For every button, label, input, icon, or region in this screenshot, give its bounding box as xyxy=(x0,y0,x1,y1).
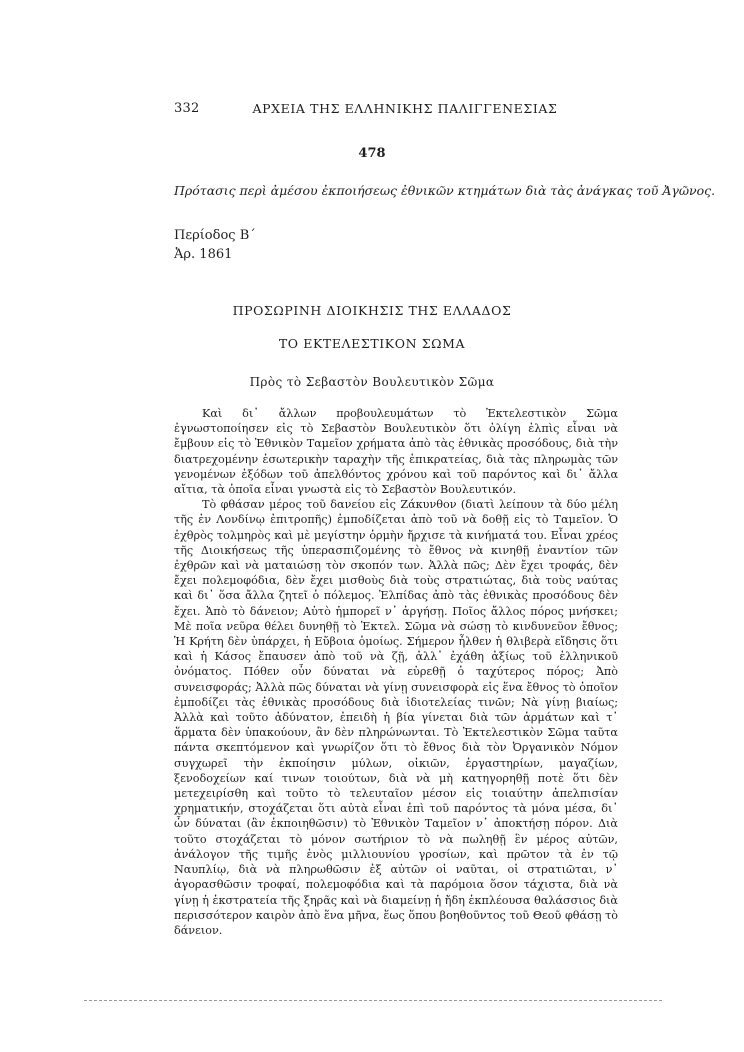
paragraph: Καὶ δι᾿ ἄλλων προβουλευμάτων τὸ Ἐκτελεστικὸν Σῶμα ἐγνωστοποίησεν εἰς τὸ Σεβαστὸν Βουλευτικὸν ὅτι ὀλίγη ἐλπὶς εἶναι νὰ ἔμβουν εἰς τὸ Ἐθνικὸν Ταμεῖον χρήματα ἀπὸ τὰς ἐθνικὰς προσόδους, διὰ τὴν διατρεχομένην ἐσωτερικὴν ταραχὴν τῆς ἐπικρατείας, διὰ τὰς πληρωμὰς τῶν γενομένων ἐξόδων τοῦ ἀπελθόντος χρόνου καὶ τοῦ παρόντος καὶ δι᾿ ἄλλα αἴτια, τὰ ὁποῖα εἶναι γνωστὰ εἰς τὸ Σεβαστὸν Βουλευτικόν. xyxy=(174,407,618,497)
paragraph: Τὸ φθάσαν μέρος τοῦ δανείου εἰς Ζάκυνθον (διατὶ λείπουν τὰ δύο μέλη τῆς ἐν Λονδίνῳ ἐπιτροπῆς) ἐμποδίζεται ἀπὸ τοῦ νὰ δοθῇ εἰς τὸ Ταμεῖον. Ὁ ἐχθρὸς τολμηρὸς καὶ μὲ μεγίστην ὁρμὴν ἤρχισε τὰ κινήματά του. Εἶναι χρέος τῆς Διοικήσεως τῆς ὑπερασπιζομένης τὸ ἔθνος νὰ κινηθῇ ἐναντίον τῶν ἐχθρῶν καὶ νὰ ματαιώσῃ τὸν σκοπόν των. Ἀλλὰ πῶς; Δὲν ἔχει τροφάς, δὲν ἔχει πολεμοφόδια, δὲν ἔχει μισθοὺς διὰ τοὺς στρατιώτας, διὰ τοὺς ναύτας καὶ δι᾿ ὅσα ἄλλα ζητεῖ ὁ πόλεμος. Ἐλπίδας ἀπὸ τὰς ἐθνικὰς προσόδους δὲν ἔχει. Ἀπὸ τὸ δάνειον; Αὐτὸ ἠμπορεῖ ν᾿ ἀργήσῃ. Ποῖος ἄλλος πόρος μνήσκει; Μὲ ποῖα νεῦρα θέλει δυνηθῇ τὸ Ἐκτελ. Σῶμα νὰ σώσῃ τὸ κινδυνεῦον ἔθνος; Ἡ Κρήτη δὲν ὑπάρχει, ἡ Εὔβοια ὁμοίως. Σήμερον ἦλθεν ἡ θλιβερὰ εἴδησις ὅτι καὶ ἡ Κάσος ἔπαυσεν ἀπὸ τοῦ νὰ ζῇ, ἀλλ᾿ ἐχάθη ἀξίως τοῦ ἑλληνικοῦ ὀνόματος. Πόθεν οὖν δύναται νὰ εὑρεθῇ ὁ ταχύτερος πόρος; Ἀπὸ συνεισφοράς; Ἀλλὰ πῶς δύναται νὰ γίνῃ συνεισφορὰ εἰς ἕνα ἔθνος τὸ ὁποῖον ἐμποδίζει τὰς ἐθνικὰς προσόδους διὰ ἰδιοτελείας τινῶν; Νὰ γίνῃ βιαίως; Ἀλλὰ καὶ τοῦτο ἀδύνατον, ἐπειδὴ ἡ βία γίνεται διὰ τῶν ἁρμάτων καὶ τ᾿ ἅρματα δὲν ὑπακούουν, ἂν δὲν πληρώνωνται. Τὸ Ἐκτελεστικὸν Σῶμα ταῦτα πάντα σκεπτόμενον καὶ γνωρίζον ὅτι τὸ ἔθνος διὰ τὸν Ὀργανικὸν Νόμον συγχωρεῖ τὴν ἐκποίησιν μύλων, οἰκιῶν, ἐργαστηρίων, μαγαζίων, ξενοδοχείων καί τινων τοιούτων, διὰ νὰ μὴ κατηγορηθῇ ποτὲ ὅτι δὲν μετεχειρίσθη καὶ τοῦτο τὸ τελευταῖον μέσον εἰς τοιαύτην ἀπελπισίαν χρηματικήν, στοχάζεται ὅτι αὐτὰ εἶναι ἐπὶ τοῦ παρόντος τὰ μόνα μέσα, δι᾿ ὧν δύναται (ἂν ἐκποιηθῶσιν) τὸ Ἐθνικὸν Ταμεῖον ν᾿ ἀποκτήσῃ πόρον. Διὰ τοῦτο στοχάζεται τὸ μόνον σωτήριον τὸ νὰ πωληθῇ ἓν μέρος αὐτῶν, ἀνάλογον τῆς τιμῆς ἑνὸς μιλλιουνίου γροσίων, καὶ πρῶτον τὰ ἐν τῷ Ναυπλίῳ, διὰ νὰ πληρωθῶσιν ἐξ αὐτῶν οἱ ναῦται, οἱ στρατιῶται, ν᾿ ἀγορασθῶσιν τροφαί, πολεμοφόδια καὶ τὰ παρόμοια ὅσον τάχιστα, διὰ νὰ γίνῃ ἡ ἐκστρατεία τῆς ξηρᾶς καὶ νὰ διαμείνῃ ἡ ἤδη ἐκπλέουσα θαλάσσιος διὰ περισσότερον καιρὸν ἀπὸ ἕνα μῆνα, ἕως ὅπου βοηθοῦντος τοῦ Θεοῦ φθάσῃ τὸ δάνειον. xyxy=(174,498,618,937)
document-body xyxy=(174,406,618,938)
page-number: 332 xyxy=(174,101,200,116)
document-title: Πρότασις περὶ ἀμέσου ἐκποιήσεως ἐθνικῶν κτημάτων διὰ τὰς ἀνάγκας τοῦ Ἀγῶνος. xyxy=(174,183,716,198)
body-heading: ΤΟ ΕΚΤΕΛΕΣΤΙΚΟΝ ΣΩΜΑ xyxy=(278,336,466,351)
document-number: 478 xyxy=(358,146,386,161)
period-label: Περίοδος Β΄ xyxy=(174,228,256,243)
bottom-divider xyxy=(84,1000,662,1001)
issuer-heading: ΠΡΟΣΩΡΙΝΗ ΔΙΟΙΚΗΣΙΣ ΤΗΣ ΕΛΛΑΔΟΣ xyxy=(232,303,512,318)
addressee-line: Πρὸς τὸ Σεβαστὸν Βουλευτικὸν Σῶμα xyxy=(249,375,495,389)
document-date: Ἀρ. 1861 xyxy=(174,247,233,262)
running-head: ΑΡΧΕΙΑ ΤΗΣ ΕΛΛΗΝΙΚΗΣ ΠΑΛΙΓΓΕΝΕΣΙΑΣ xyxy=(252,101,558,116)
